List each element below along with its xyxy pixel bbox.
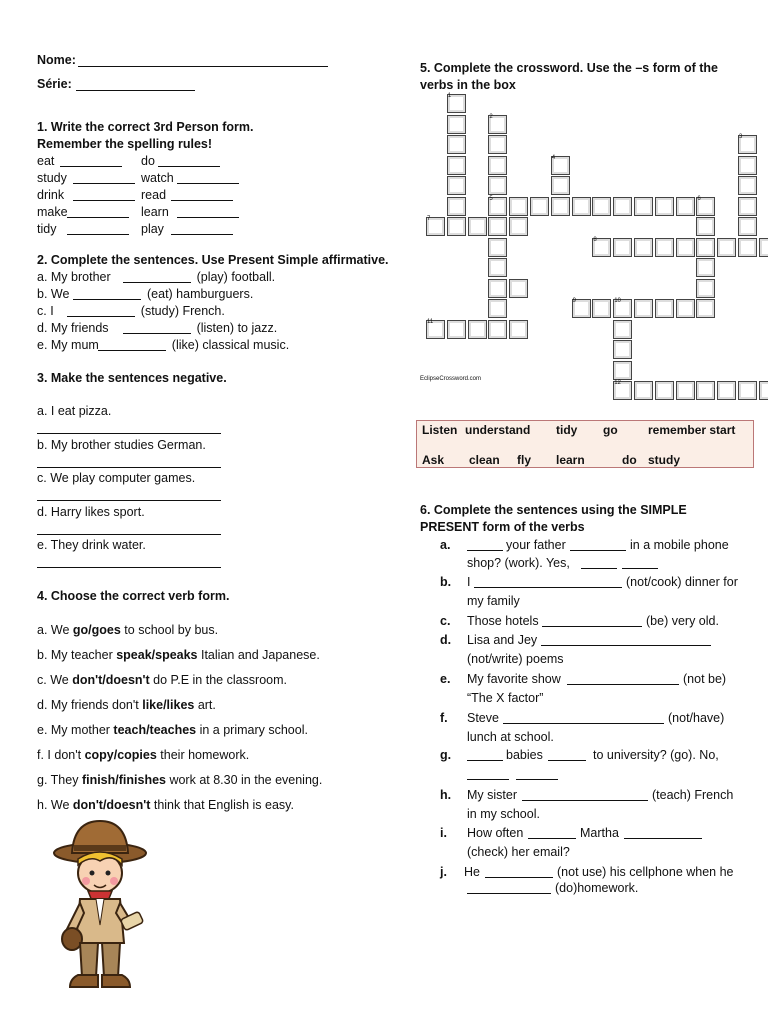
crossword-cell[interactable]	[488, 258, 507, 277]
ex2-title: 2. Complete the sentences. Use Present Simple affirmative.	[37, 253, 389, 267]
ex6-answer-line[interactable]	[467, 893, 551, 894]
ex4-verb-choice[interactable]: don't/doesn't	[72, 673, 150, 687]
ex6-text: Those hotels	[467, 614, 539, 628]
ex2-sentence-start: a. My brother	[37, 270, 111, 284]
ex1-verb: read	[141, 188, 167, 202]
ex6-answer-line[interactable]	[542, 626, 642, 627]
ex6-label: d.	[440, 633, 452, 647]
crossword-cell[interactable]	[738, 176, 757, 195]
crossword-cell[interactable]	[738, 156, 757, 175]
crossword-cell[interactable]	[613, 320, 632, 339]
ex6-answer-line[interactable]	[570, 550, 626, 551]
ex5-subtitle: verbs in the box	[420, 78, 516, 92]
ex4-sentence	[37, 698, 216, 712]
explorer-illustration	[50, 815, 150, 995]
crossword-number: 2	[489, 113, 493, 120]
ex4-text: d. My friends don't	[37, 698, 143, 712]
ex1-answer-line[interactable]	[177, 183, 239, 184]
ex6-label: f.	[440, 711, 448, 725]
ex4-text: f. I don't	[37, 748, 85, 762]
crossword-number: 4	[551, 154, 556, 161]
ex6-text: your father	[506, 538, 566, 552]
ex6-text: Lisa and Jey	[467, 633, 538, 647]
ex6-answer-line[interactable]	[548, 760, 586, 761]
word-box-verb: fly	[517, 453, 532, 467]
ex3-answer-line[interactable]	[37, 567, 221, 568]
crossword-cell[interactable]	[738, 238, 757, 257]
ex3-title: 3. Make the sentences negative.	[37, 371, 227, 385]
ex6-answer-line[interactable]	[467, 760, 503, 761]
ex6-answer-line[interactable]	[522, 800, 648, 801]
ex1-verb: tidy	[37, 222, 57, 236]
ex2-answer-line[interactable]	[123, 282, 191, 283]
ex6-text: (not be)	[683, 672, 727, 686]
ex2-sentence-end: (eat) hamburguers.	[147, 287, 254, 301]
ex4-sentence	[37, 773, 322, 787]
ex3-answer-line[interactable]	[37, 467, 221, 468]
ex1-verb: watch	[141, 171, 174, 185]
crossword-number: 5	[489, 195, 493, 202]
ex6-text: My favorite show	[467, 672, 561, 686]
ex4-text: to school by bus.	[120, 623, 219, 637]
ex1-answer-line[interactable]	[60, 166, 122, 167]
crossword-number: 8	[593, 236, 597, 243]
crossword-cell[interactable]	[634, 197, 653, 216]
ex2-sentence-start: b. We	[37, 287, 70, 301]
ex4-text: c. We	[37, 673, 73, 687]
crossword-cell[interactable]	[572, 197, 591, 216]
ex6-text: Martha	[580, 826, 619, 840]
ex4-verb-choice[interactable]: copy/copies	[84, 748, 157, 762]
ex1-answer-line[interactable]	[158, 166, 220, 167]
crossword-number: 10	[614, 298, 621, 304]
ex6-text: (not/write) poems	[467, 652, 564, 666]
ex4-sentence	[37, 798, 294, 812]
ex6-text: my family	[467, 594, 520, 608]
crossword-cell[interactable]	[488, 217, 507, 236]
word-box-verb: do	[622, 453, 637, 467]
ex1-verb: play	[141, 222, 164, 236]
crossword-cell[interactable]	[655, 299, 674, 318]
name-label: Nome:	[37, 53, 76, 67]
ex2-sentence-start: d. My friends	[37, 321, 109, 335]
crossword-cell[interactable]	[488, 176, 507, 195]
crossword-cell[interactable]	[488, 299, 507, 318]
ex6-label: j.	[440, 865, 447, 879]
ex6-answer-line[interactable]	[622, 568, 658, 569]
crossword-cell[interactable]	[696, 279, 715, 298]
ex2-answer-line[interactable]	[73, 299, 141, 300]
ex6-answer-line[interactable]	[567, 684, 679, 685]
crossword-cell[interactable]	[613, 197, 632, 216]
ex6-text: “The X factor”	[467, 691, 544, 705]
ex4-sentence	[37, 673, 287, 687]
ex1-title: 1. Write the correct 3rd Person form.	[37, 120, 254, 134]
word-box-verb: tidy	[556, 423, 578, 437]
crossword-cell[interactable]	[613, 238, 632, 257]
ex4-text: g. They	[37, 773, 82, 787]
ex4-sentence	[37, 648, 320, 662]
crossword-cell[interactable]	[613, 340, 632, 359]
crossword-cell[interactable]	[447, 197, 466, 216]
crossword-cell[interactable]	[488, 320, 507, 339]
word-box-verb: learn	[556, 453, 585, 467]
crossword-cell[interactable]	[696, 381, 715, 400]
ex2-sentence-start: c. I	[37, 304, 54, 318]
ex6-label: e.	[440, 672, 451, 686]
ex6-answer-line[interactable]	[485, 877, 553, 878]
ex4-text: their homework.	[156, 748, 250, 762]
ex1-answer-line[interactable]	[177, 217, 239, 218]
ex3-answer-line[interactable]	[37, 433, 221, 434]
ex3-sentence: b. My brother studies German.	[37, 437, 206, 452]
crossword-cell[interactable]	[592, 197, 611, 216]
crossword-cell[interactable]	[488, 238, 507, 257]
ex6-text: (teach) French	[652, 788, 734, 802]
ex1-answer-line[interactable]	[73, 183, 135, 184]
ex6-text: (be) very old.	[646, 614, 719, 628]
ex4-title: 4. Choose the correct verb form.	[37, 589, 230, 603]
crossword-grid	[418, 94, 748, 386]
ex6-answer-line[interactable]	[467, 550, 503, 551]
ex6-text: in a mobile phone	[630, 538, 729, 552]
crossword-credit: EclipseCrossword.com	[420, 376, 482, 382]
crossword-cell[interactable]	[655, 238, 674, 257]
word-box-verb: study	[648, 453, 681, 467]
ex6-answer-line[interactable]	[503, 723, 664, 724]
ex1-verb: drink	[37, 188, 65, 202]
ex1-answer-line[interactable]	[171, 234, 233, 235]
crossword-cell[interactable]	[676, 238, 695, 257]
word-box-verb: Listen	[422, 423, 458, 437]
ex4-text: Italian and Japanese.	[197, 648, 320, 662]
word-box-verb: go	[603, 423, 618, 437]
crossword-number: 7	[427, 216, 431, 222]
ex4-sentence	[37, 748, 249, 762]
ex1-answer-line[interactable]	[67, 234, 129, 235]
ex6-label: b.	[440, 575, 452, 589]
ex6-label: h.	[440, 788, 452, 802]
word-box	[416, 420, 754, 468]
crossword-number: 11	[427, 318, 434, 325]
ex4-text: art.	[194, 698, 216, 712]
crossword-cell[interactable]	[509, 279, 528, 298]
crossword-cell[interactable]	[509, 217, 528, 236]
crossword-cell[interactable]	[447, 115, 466, 134]
crossword-cell[interactable]	[696, 217, 715, 236]
ex1-verb: study	[37, 171, 67, 185]
crossword-cell[interactable]	[468, 217, 487, 236]
ex4-text: a. We	[37, 623, 73, 637]
ex4-verb-choice[interactable]: finish/finishes	[81, 773, 166, 787]
ex4-verb-choice[interactable]: speak/speaks	[116, 648, 198, 662]
ex6-text: (check) her email?	[467, 845, 570, 859]
ex4-text: in a primary school.	[196, 723, 308, 737]
ex3-answer-line[interactable]	[37, 500, 221, 501]
crossword-cell[interactable]	[717, 381, 736, 400]
ex2-answer-line[interactable]	[123, 333, 191, 334]
crossword-cell[interactable]	[759, 381, 768, 400]
ex1-answer-line[interactable]	[171, 200, 233, 201]
ex6-text: lunch at school.	[467, 730, 554, 744]
ex4-verb-choice[interactable]: go/goes	[72, 623, 121, 637]
ex6-answer-line[interactable]	[541, 645, 711, 646]
ex2-sentence-start: e. My mum	[37, 338, 99, 352]
ex1-verb: make	[37, 205, 68, 219]
ex6-text: I	[467, 575, 471, 589]
ex4-text: think that English is easy.	[150, 798, 294, 812]
ex2-sentence-end: (like) classical music.	[171, 338, 290, 352]
crossword-cell[interactable]	[634, 238, 653, 257]
crossword-number: 12	[614, 380, 621, 386]
ex6-text: (not/have)	[668, 711, 725, 725]
crossword-cell[interactable]	[738, 197, 757, 216]
ex2-sentence-end: (listen) to jazz.	[196, 321, 278, 335]
ex6-answer-line[interactable]	[624, 838, 702, 839]
crossword-cell[interactable]	[488, 156, 507, 175]
word-box-verb: clean	[469, 453, 500, 467]
crossword-cell[interactable]	[488, 279, 507, 298]
crossword-cell[interactable]	[655, 381, 674, 400]
grade-field[interactable]	[76, 90, 195, 91]
ex4-verb-choice[interactable]: like/likes	[142, 698, 195, 712]
ex2-sentence-end: (play) football.	[196, 270, 276, 284]
crossword-number: 6	[697, 195, 701, 202]
grade-label: Série:	[37, 77, 72, 91]
ex6-text: (not use) his cellphone when he	[557, 865, 734, 879]
ex4-verb-choice[interactable]: don't/doesn't	[72, 798, 151, 812]
ex1-verb: eat	[37, 154, 55, 168]
ex6-text: shop? (work). Yes,	[467, 556, 570, 570]
crossword-cell[interactable]	[634, 299, 653, 318]
ex6-label: c.	[440, 614, 451, 628]
crossword-cell[interactable]	[509, 320, 528, 339]
ex6-answer-line[interactable]	[516, 779, 558, 780]
crossword-cell[interactable]	[613, 361, 632, 380]
crossword-cell[interactable]	[676, 197, 695, 216]
crossword-cell[interactable]	[447, 135, 466, 154]
crossword-cell[interactable]	[468, 320, 487, 339]
word-box-verb: remember start	[648, 423, 736, 437]
ex2-answer-line[interactable]	[98, 350, 166, 351]
ex3-sentence: a. I eat pizza.	[37, 404, 112, 418]
ex6-answer-line[interactable]	[528, 838, 576, 839]
ex6-text: to university? (go). No,	[593, 748, 719, 762]
ex5-title: 5. Complete the crossword. Use the –s form of the	[420, 61, 718, 75]
ex4-sentence	[37, 623, 218, 637]
crossword-cell[interactable]	[676, 299, 695, 318]
ex3-sentence: e. They drink water.	[37, 538, 146, 552]
crossword-cell[interactable]	[738, 381, 757, 400]
crossword-cell[interactable]	[717, 238, 736, 257]
crossword-cell[interactable]	[696, 238, 715, 257]
crossword-cell[interactable]	[696, 299, 715, 318]
ex1-subtitle: Remember the spelling rules!	[37, 137, 213, 151]
crossword-number: 9	[572, 298, 576, 304]
crossword-cell[interactable]	[447, 156, 466, 175]
ex3-answer-line[interactable]	[37, 534, 221, 535]
crossword-number: 1	[447, 93, 452, 99]
ex3-sentence: c. We play computer games.	[37, 471, 196, 485]
ex6-text: (do)homework.	[555, 881, 639, 895]
ex6-label: a.	[440, 538, 451, 552]
ex6-answer-line[interactable]	[467, 779, 509, 780]
ex3-sentence: d. Harry likes sport.	[37, 504, 145, 519]
ex1-verb: learn	[141, 205, 169, 219]
ex4-text: do P.E in the classroom.	[149, 673, 288, 687]
crossword-cell[interactable]	[696, 258, 715, 277]
ex4-verb-choice[interactable]: teach/teaches	[113, 723, 197, 737]
crossword-cell[interactable]	[676, 381, 695, 400]
crossword-cell[interactable]	[530, 197, 549, 216]
ex6-text: Steve	[467, 711, 499, 725]
ex2-answer-line[interactable]	[67, 316, 135, 317]
crossword-number: 3	[739, 134, 743, 140]
ex6-text: My sister	[467, 788, 517, 802]
crossword-cell[interactable]	[592, 299, 611, 318]
word-box-verb: understand	[465, 423, 531, 437]
crossword-cell[interactable]	[655, 197, 674, 216]
crossword-cell[interactable]	[447, 217, 466, 236]
crossword-cell[interactable]	[759, 238, 768, 257]
ex4-text: e. My mother	[37, 723, 114, 737]
ex2-sentence-end: (study) French.	[140, 304, 225, 318]
ex1-answer-line[interactable]	[73, 200, 135, 201]
ex6-title: 6. Complete the sentences using the SIMPLE	[420, 503, 687, 517]
crossword-cell[interactable]	[634, 381, 653, 400]
ex6-answer-line[interactable]	[474, 587, 622, 588]
crossword-cell[interactable]	[488, 135, 507, 154]
ex6-text: He	[464, 865, 480, 879]
crossword-cell[interactable]	[509, 197, 528, 216]
ex6-text: How often	[467, 826, 524, 840]
ex4-text: b. My teacher	[37, 648, 117, 662]
crossword-cell[interactable]	[551, 176, 570, 195]
crossword-cell[interactable]	[447, 320, 466, 339]
ex6-label: i.	[440, 826, 447, 840]
crossword-cell[interactable]	[447, 176, 466, 195]
ex4-text: h. We	[37, 798, 73, 812]
ex4-text: work at 8.30 in the evening.	[165, 773, 323, 787]
name-field[interactable]	[78, 66, 328, 67]
ex6-subtitle: PRESENT form of the verbs	[420, 520, 585, 534]
ex1-answer-line[interactable]	[67, 217, 129, 218]
ex1-verb: do	[141, 154, 155, 168]
ex6-answer-line[interactable]	[581, 568, 617, 569]
ex4-sentence	[37, 723, 308, 737]
word-box-verb: Ask	[422, 453, 445, 467]
ex6-label: g.	[440, 748, 452, 762]
ex6-text: babies	[506, 748, 543, 762]
crossword-cell[interactable]	[551, 197, 570, 216]
ex6-text: (not/cook) dinner for	[626, 575, 738, 589]
crossword-cell[interactable]	[738, 217, 757, 236]
ex6-text: in my school.	[467, 807, 540, 821]
